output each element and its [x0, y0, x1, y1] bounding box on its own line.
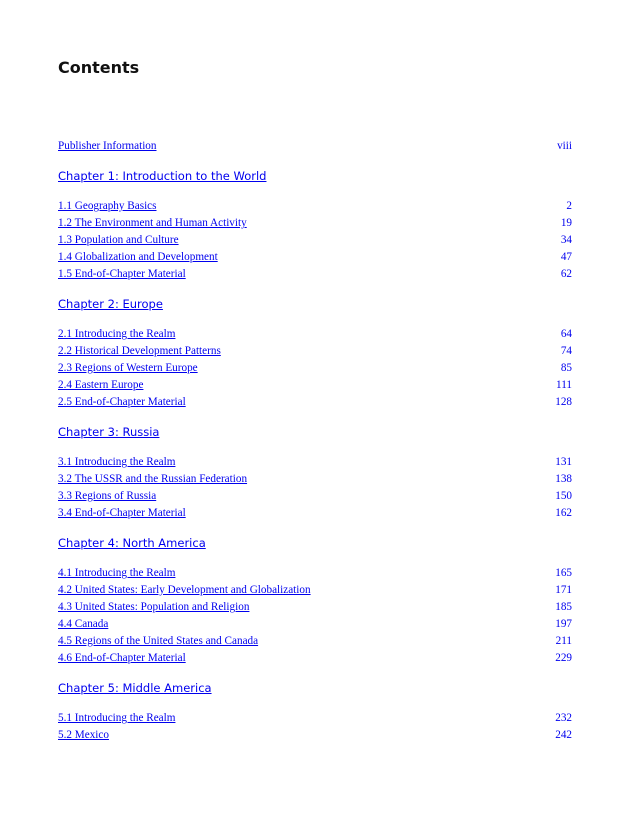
toc-page-number: 150: [555, 490, 572, 502]
toc-entry: [58, 565, 572, 582]
toc-link[interactable]: 2.3 Regions of Western Europe: [58, 362, 198, 374]
toc-page-number: 229: [555, 652, 572, 664]
toc-page-number: 111: [556, 379, 572, 391]
toc-chapter-5: [58, 680, 572, 697]
toc-link[interactable]: 5.1 Introducing the Realm: [58, 712, 176, 724]
toc-page-number: 138: [555, 473, 572, 485]
table-of-contents: [58, 138, 572, 744]
toc-page-number: 34: [560, 234, 572, 246]
toc-link[interactable]: 4.3 United States: Population and Religion: [58, 601, 250, 613]
toc-link[interactable]: 1.2 The Environment and Human Activity: [58, 217, 247, 229]
toc-page-number: 64: [560, 328, 572, 340]
toc-entry: [58, 710, 572, 727]
toc-entry: [58, 266, 572, 283]
toc-page-number: viii: [557, 140, 572, 152]
toc-page-number: 47: [560, 251, 572, 263]
toc-entry: [58, 633, 572, 650]
toc-page-number: 74: [560, 345, 572, 357]
toc-link-publisher[interactable]: Publisher Information: [58, 140, 157, 152]
toc-link[interactable]: 2.2 Historical Development Patterns: [58, 345, 221, 357]
toc-chapter-4: [58, 535, 572, 552]
toc-entry: [58, 471, 572, 488]
toc-link[interactable]: 5.2 Mexico: [58, 729, 109, 741]
toc-link[interactable]: 3.1 Introducing the Realm: [58, 456, 176, 468]
toc-entry: [58, 360, 572, 377]
toc-entry: [58, 394, 572, 411]
toc-page-number: 62: [560, 268, 572, 280]
toc-page-number: 2: [566, 200, 572, 212]
toc-entry: [58, 377, 572, 394]
toc-link[interactable]: 2.5 End-of-Chapter Material: [58, 396, 186, 408]
toc-link[interactable]: 4.5 Regions of the United States and Canada: [58, 635, 259, 647]
toc-entry: [58, 198, 572, 215]
toc-link[interactable]: 3.2 The USSR and the Russian Federation: [58, 473, 248, 485]
toc-entry: [58, 326, 572, 343]
toc-page-number: 197: [555, 618, 572, 630]
toc-entry: [58, 343, 572, 360]
toc-page-number: 131: [555, 456, 572, 468]
toc-link[interactable]: 1.3 Population and Culture: [58, 234, 179, 246]
toc-link[interactable]: 4.6 End-of-Chapter Material: [58, 652, 186, 664]
toc-link-chapter-1[interactable]: Chapter 1: Introduction to the World: [58, 169, 267, 183]
toc-link[interactable]: 4.4 Canada: [58, 618, 109, 630]
toc-entry: [58, 488, 572, 505]
toc-link[interactable]: 1.1 Geography Basics: [58, 200, 157, 212]
toc-page-number: 85: [560, 362, 572, 374]
toc-link-chapter-5[interactable]: Chapter 5: Middle America: [58, 681, 212, 695]
toc-chapter-2: [58, 296, 572, 313]
toc-link[interactable]: 2.1 Introducing the Realm: [58, 328, 176, 340]
toc-entry: [58, 616, 572, 633]
toc-link[interactable]: 4.2 United States: Early Development and Globalization: [58, 584, 311, 596]
toc-link[interactable]: 1.4 Globalization and Development: [58, 251, 218, 263]
toc-page-number: 185: [555, 601, 572, 613]
toc-entry: [58, 582, 572, 599]
toc-entry: [58, 249, 572, 266]
toc-entry: [58, 215, 572, 232]
toc-chapter-3: [58, 424, 572, 441]
toc-chapter-1: [58, 168, 572, 185]
toc-link-chapter-4[interactable]: Chapter 4: North America: [58, 536, 206, 550]
toc-entry-publisher: [58, 138, 572, 155]
toc-page-number: 232: [555, 712, 572, 724]
toc-page-number: 242: [555, 729, 572, 741]
toc-link[interactable]: 3.3 Regions of Russia: [58, 490, 157, 502]
toc-entry: [58, 454, 572, 471]
toc-page-number: 171: [555, 584, 572, 596]
toc-page-number: 162: [555, 507, 572, 519]
toc-entry: [58, 505, 572, 522]
toc-page-number: 19: [560, 217, 572, 229]
toc-entry: [58, 727, 572, 744]
toc-entry: [58, 599, 572, 616]
toc-entry: [58, 650, 572, 667]
toc-link-chapter-2[interactable]: Chapter 2: Europe: [58, 297, 163, 311]
page-title: Contents: [58, 58, 140, 77]
toc-link-chapter-3[interactable]: Chapter 3: Russia: [58, 425, 160, 439]
toc-link[interactable]: 1.5 End-of-Chapter Material: [58, 268, 186, 280]
toc-page-number: 128: [555, 396, 572, 408]
toc-link[interactable]: 2.4 Eastern Europe: [58, 379, 144, 391]
toc-link[interactable]: 3.4 End-of-Chapter Material: [58, 507, 186, 519]
toc-page-number: 211: [555, 635, 572, 647]
toc-page-number: 165: [555, 567, 572, 579]
toc-entry: [58, 232, 572, 249]
toc-link[interactable]: 4.1 Introducing the Realm: [58, 567, 176, 579]
